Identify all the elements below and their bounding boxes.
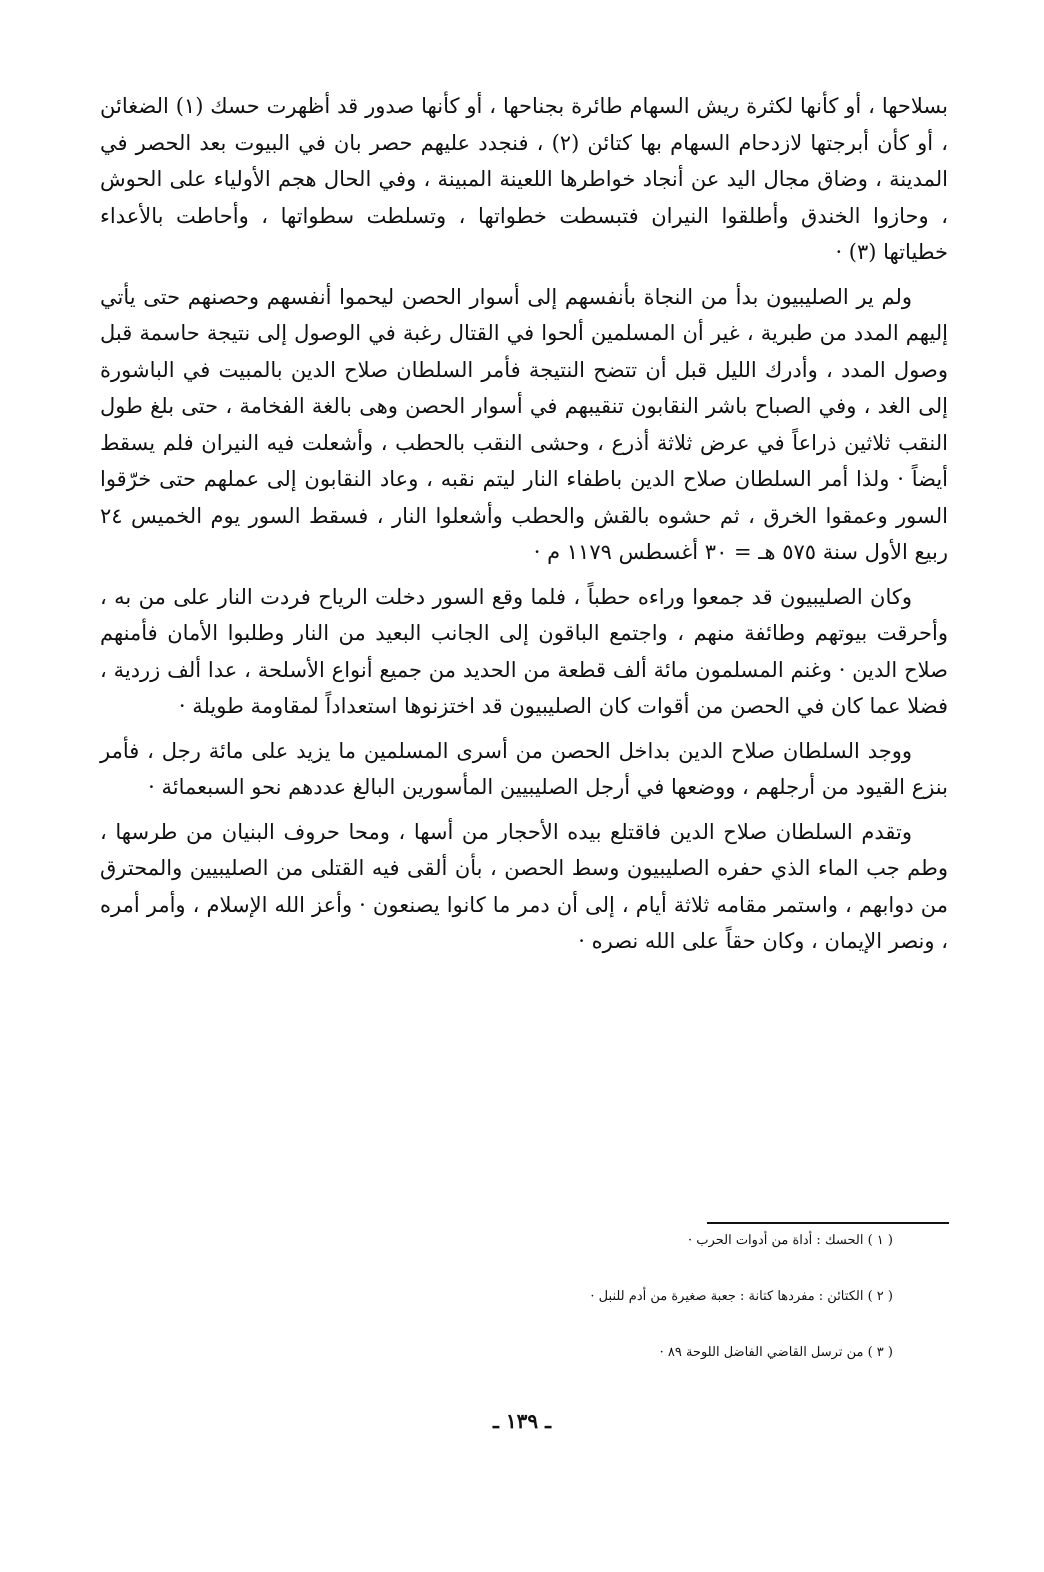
- page-number: ـ ١٣٩ ـ: [493, 1409, 551, 1433]
- paragraph-3: وكان الصليبيون قد جمعوا وراءه حطباً ، فلما وقع السور دخلت الرياح فردت النار على من به ، وأحرقت بيوتهم وطائفة منهم ، واجتمع الباقون إلى الجانب البعيد من النار وطلبوا الأمان فأمنهم صلاح الدين · وغنم المسلمون مائة ألف قطعة من الحديد من جميع أنواع الأسلحة ، عدا ألف زردية ، فضلا عما كان في الحصن من أقوات كان الصليبيون قد اختزنوها استعداداً لمقاومة طويلة ·: [100, 584, 948, 718]
- paragraph-4: ووجد السلطان صلاح الدين بداخل الحصن من أسرى المسلمين ما يزيد على مائة رجل ، فأمر بنزع القيود من أرجلهم ، ووضعها في أرجل الصليبيين المأسورين البالغ عددهم نحو السبعمائة ·: [100, 738, 948, 799]
- paragraph-1: بسلاحها ، أو كأنها لكثرة ريش السهام طائرة بجناحها ، أو كأنها صدور قد أظهرت حسك (١) الضغائن ، أو كأن أبرجتها لازدحام السهام بها كتائن (٢) ، فنجدد عليهم حصر بان في البيوت بعد الحصر في المدينة ، وضاق مجال اليد عن أنجاد خواطرها اللعينة المبينة ، وفي الحال هجم الأولياء على الحوش ، وحازوا الخندق وأطلقوا النيران فتبسطت خطواتها ، وتسلطت سطواتها ، وأحاطت بالأعداء خطياتها (٣) ·: [100, 94, 949, 264]
- footnotes: [400, 1232, 893, 1400]
- footnote-divider: [707, 1222, 949, 1224]
- paragraph-5: وتقدم السلطان صلاح الدين فاقتلع بيده الأحجار من أسها ، ومحا حروف البنيان من طرسها ، وطم جب الماء الذي حفره الصليبيون وسط الحصن ، بأن ألقى فيه القتلى من الصليبيين والمحترق من دوابهم ، واستمر مقامه ثلاثة أيام ، إلى أن دمر ما كانوا يصنعون · وأعز الله الإسلام ، وأمر أمره ، ونصر الإيمان ، وكان حقاً على الله نصره ·: [100, 819, 948, 953]
- paragraph-2: ولم ير الصليبيون بدأ من النجاة بأنفسهم إلى أسوار الحصن ليحموا أنفسهم وحصنهم حتى يأتي إليهم المدد من طبرية ، غير أن المسلمين ألحوا في القتال رغبة في الوصول إلى نتيجة حاسمة قبل وصول المدد ، وأدرك الليل قبل أن تتضح النتيجة فأمر السلطان صلاح الدين بالمبيت في الباشورة إلى الغد ، وفي الصباح باشر النقابون تنقيبهم في أسوار الحصن وهى بالغة الفخامة ، حتى بلغ طول النقب ثلاثين ذراعاً في عرض ثلاثة أذرع ، وحشى النقب بالحطب ، وأشعلت فيه النيران فلم يسقط أيضاً · ولذا أمر السلطان صلاح الدين باطفاء النار ليتم نقبه ، وعاد النقابون إلى عملهم حتى خرّقوا السور وعمقوا الخرق ، ثم حشوه بالقش والحطب وأشعلوا النار ، فسقط السور يوم الخميس ٢٤ ربيع الأول سنة ٥٧٥ هـ = ٣٠ أغسطس ١١٧٩ م ·: [100, 284, 948, 564]
- main-text: [100, 88, 948, 968]
- footnote-3: ( ٣ ) من ترسل القاضي الفاضل اللوحة ٨٩ ·: [659, 1345, 893, 1360]
- footnote-2: ( ٢ ) الكتائن : مفردها كتانة : جعبة صغيرة من أدم للنبل ·: [590, 1289, 893, 1304]
- footnote-1: ( ١ ) الحسك : أداة من أدوات الحرب ·: [688, 1233, 893, 1248]
